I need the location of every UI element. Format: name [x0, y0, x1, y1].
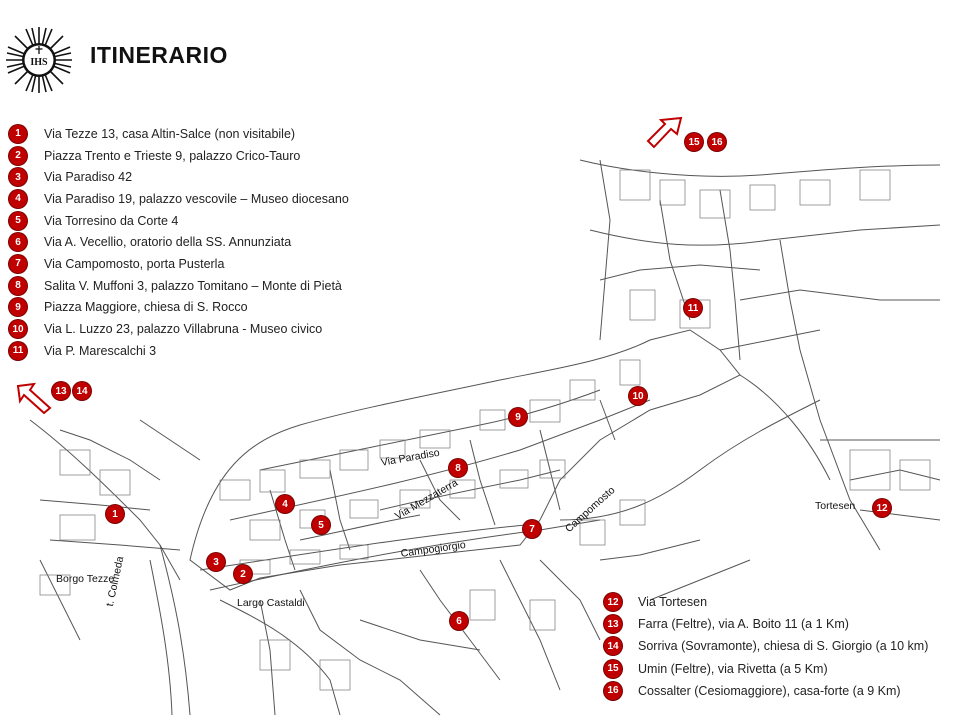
legend-item-3 [9, 166, 349, 188]
legend-marker: 10 [9, 320, 27, 338]
label-campomosto: Campomosto [563, 484, 618, 535]
legend-text: Sorriva (Sovramonte), chiesa di S. Giorgio (a 10 km) [638, 639, 929, 654]
legend-text: Via Tezze 13, casa Altin-Salce (non visitabile) [44, 126, 296, 141]
legend-secondary [604, 591, 928, 702]
legend-text: Via Paradiso 42 [44, 170, 133, 185]
page-title: ITINERARIO [90, 42, 228, 68]
map-marker-1[interactable]: 1 [106, 505, 124, 523]
legend-marker: 15 [604, 660, 622, 678]
legend-text: Via P. Marescalchi 3 [44, 343, 157, 358]
legend-text: Umin (Feltre), via Rivetta (a 5 Km) [638, 661, 828, 676]
legend-marker: 5 [9, 212, 27, 230]
legend-marker: 3 [9, 168, 27, 186]
legend-item-6 [9, 231, 349, 253]
legend-text: Via A. Vecellio, oratorio della SS. Annunziata [44, 235, 292, 250]
map-marker-5[interactable]: 5 [312, 516, 330, 534]
map-marker-4[interactable]: 4 [276, 495, 294, 513]
legend-marker: 16 [604, 682, 622, 700]
legend-text: Piazza Trento e Trieste 9, palazzo Crico-Tauro [44, 148, 301, 163]
legend-item-8 [9, 275, 349, 297]
legend-item-12 [604, 591, 928, 613]
legend-item-11 [9, 340, 349, 362]
label-campogiorgio: Campogiorgio [400, 538, 467, 560]
legend-marker: 12 [604, 593, 622, 611]
legend-item-13 [604, 613, 928, 635]
label-tortesen: Tortesen [815, 500, 856, 512]
map-marker-7[interactable]: 7 [523, 520, 541, 538]
label-via-paradiso: Via Paradiso [380, 446, 441, 469]
legend-item-9 [9, 297, 349, 319]
legend-marker: 11 [9, 342, 27, 360]
map-marker-16[interactable]: 16 [708, 133, 726, 151]
label-largo-castaldi: Largo Castaldi [237, 597, 305, 609]
legend-item-14 [604, 635, 928, 657]
label-via-mezzaterra: Via Mezzaterra [393, 476, 460, 523]
map-marker-3[interactable]: 3 [207, 553, 225, 571]
map-marker-8[interactable]: 8 [449, 459, 467, 477]
map-marker-10[interactable]: 10 [629, 387, 647, 405]
map-marker-2[interactable]: 2 [234, 565, 252, 583]
legend-text: Farra (Feltre), via A. Boito 11 (a 1 Km) [638, 617, 849, 632]
legend-text: Cossalter (Cesiomaggiore), casa-forte (a 9 Km) [638, 683, 901, 698]
legend-item-15 [604, 658, 928, 680]
legend-marker: 14 [604, 637, 622, 655]
legend-marker: 8 [9, 277, 27, 295]
map-marker-6[interactable]: 6 [450, 612, 468, 630]
legend-text: Salita V. Muffoni 3, palazzo Tomitano – Monte di Pietà [44, 278, 342, 293]
map-marker-9[interactable]: 9 [509, 408, 527, 426]
legend-main [9, 123, 349, 362]
legend-item-10 [9, 318, 349, 340]
legend-item-1 [9, 123, 349, 145]
direction-arrow-northwest [14, 380, 54, 419]
direction-arrow-northeast [645, 114, 685, 155]
legend-marker: 1 [9, 125, 27, 143]
map-marker-14[interactable]: 14 [73, 382, 91, 400]
legend-item-2 [9, 145, 349, 167]
map-marker-13[interactable]: 13 [52, 382, 70, 400]
legend-marker: 13 [604, 615, 622, 633]
label-t-colmeda: t. Colmeda [104, 555, 127, 608]
legend-marker: 6 [9, 233, 27, 251]
map-marker-11[interactable]: 11 [684, 299, 702, 317]
map-marker-15[interactable]: 15 [685, 133, 703, 151]
legend-marker: 2 [9, 147, 27, 165]
legend-marker: 4 [9, 190, 27, 208]
legend-item-16 [604, 680, 928, 702]
legend-item-4 [9, 188, 349, 210]
legend-text: Via Campomosto, porta Pusterla [44, 256, 225, 271]
svg-text:IHS: IHS [30, 57, 48, 68]
legend-marker: 9 [9, 298, 27, 316]
legend-text: Piazza Maggiore, chiesa di S. Rocco [44, 300, 248, 315]
legend-text: Via L. Luzzo 23, palazzo Villabruna - Museo civico [44, 322, 323, 337]
label-borgo-tezze: Borgo Tezze [56, 573, 115, 585]
legend-marker: 7 [9, 255, 27, 273]
map-marker-12[interactable]: 12 [873, 499, 891, 517]
legend-item-5 [9, 210, 349, 232]
legend-item-7 [9, 253, 349, 275]
legend-text: Via Torresino da Corte 4 [44, 213, 179, 228]
legend-text: Via Tortesen [638, 595, 708, 610]
legend-text: Via Paradiso 19, palazzo vescovile – Museo diocesano [44, 191, 349, 206]
